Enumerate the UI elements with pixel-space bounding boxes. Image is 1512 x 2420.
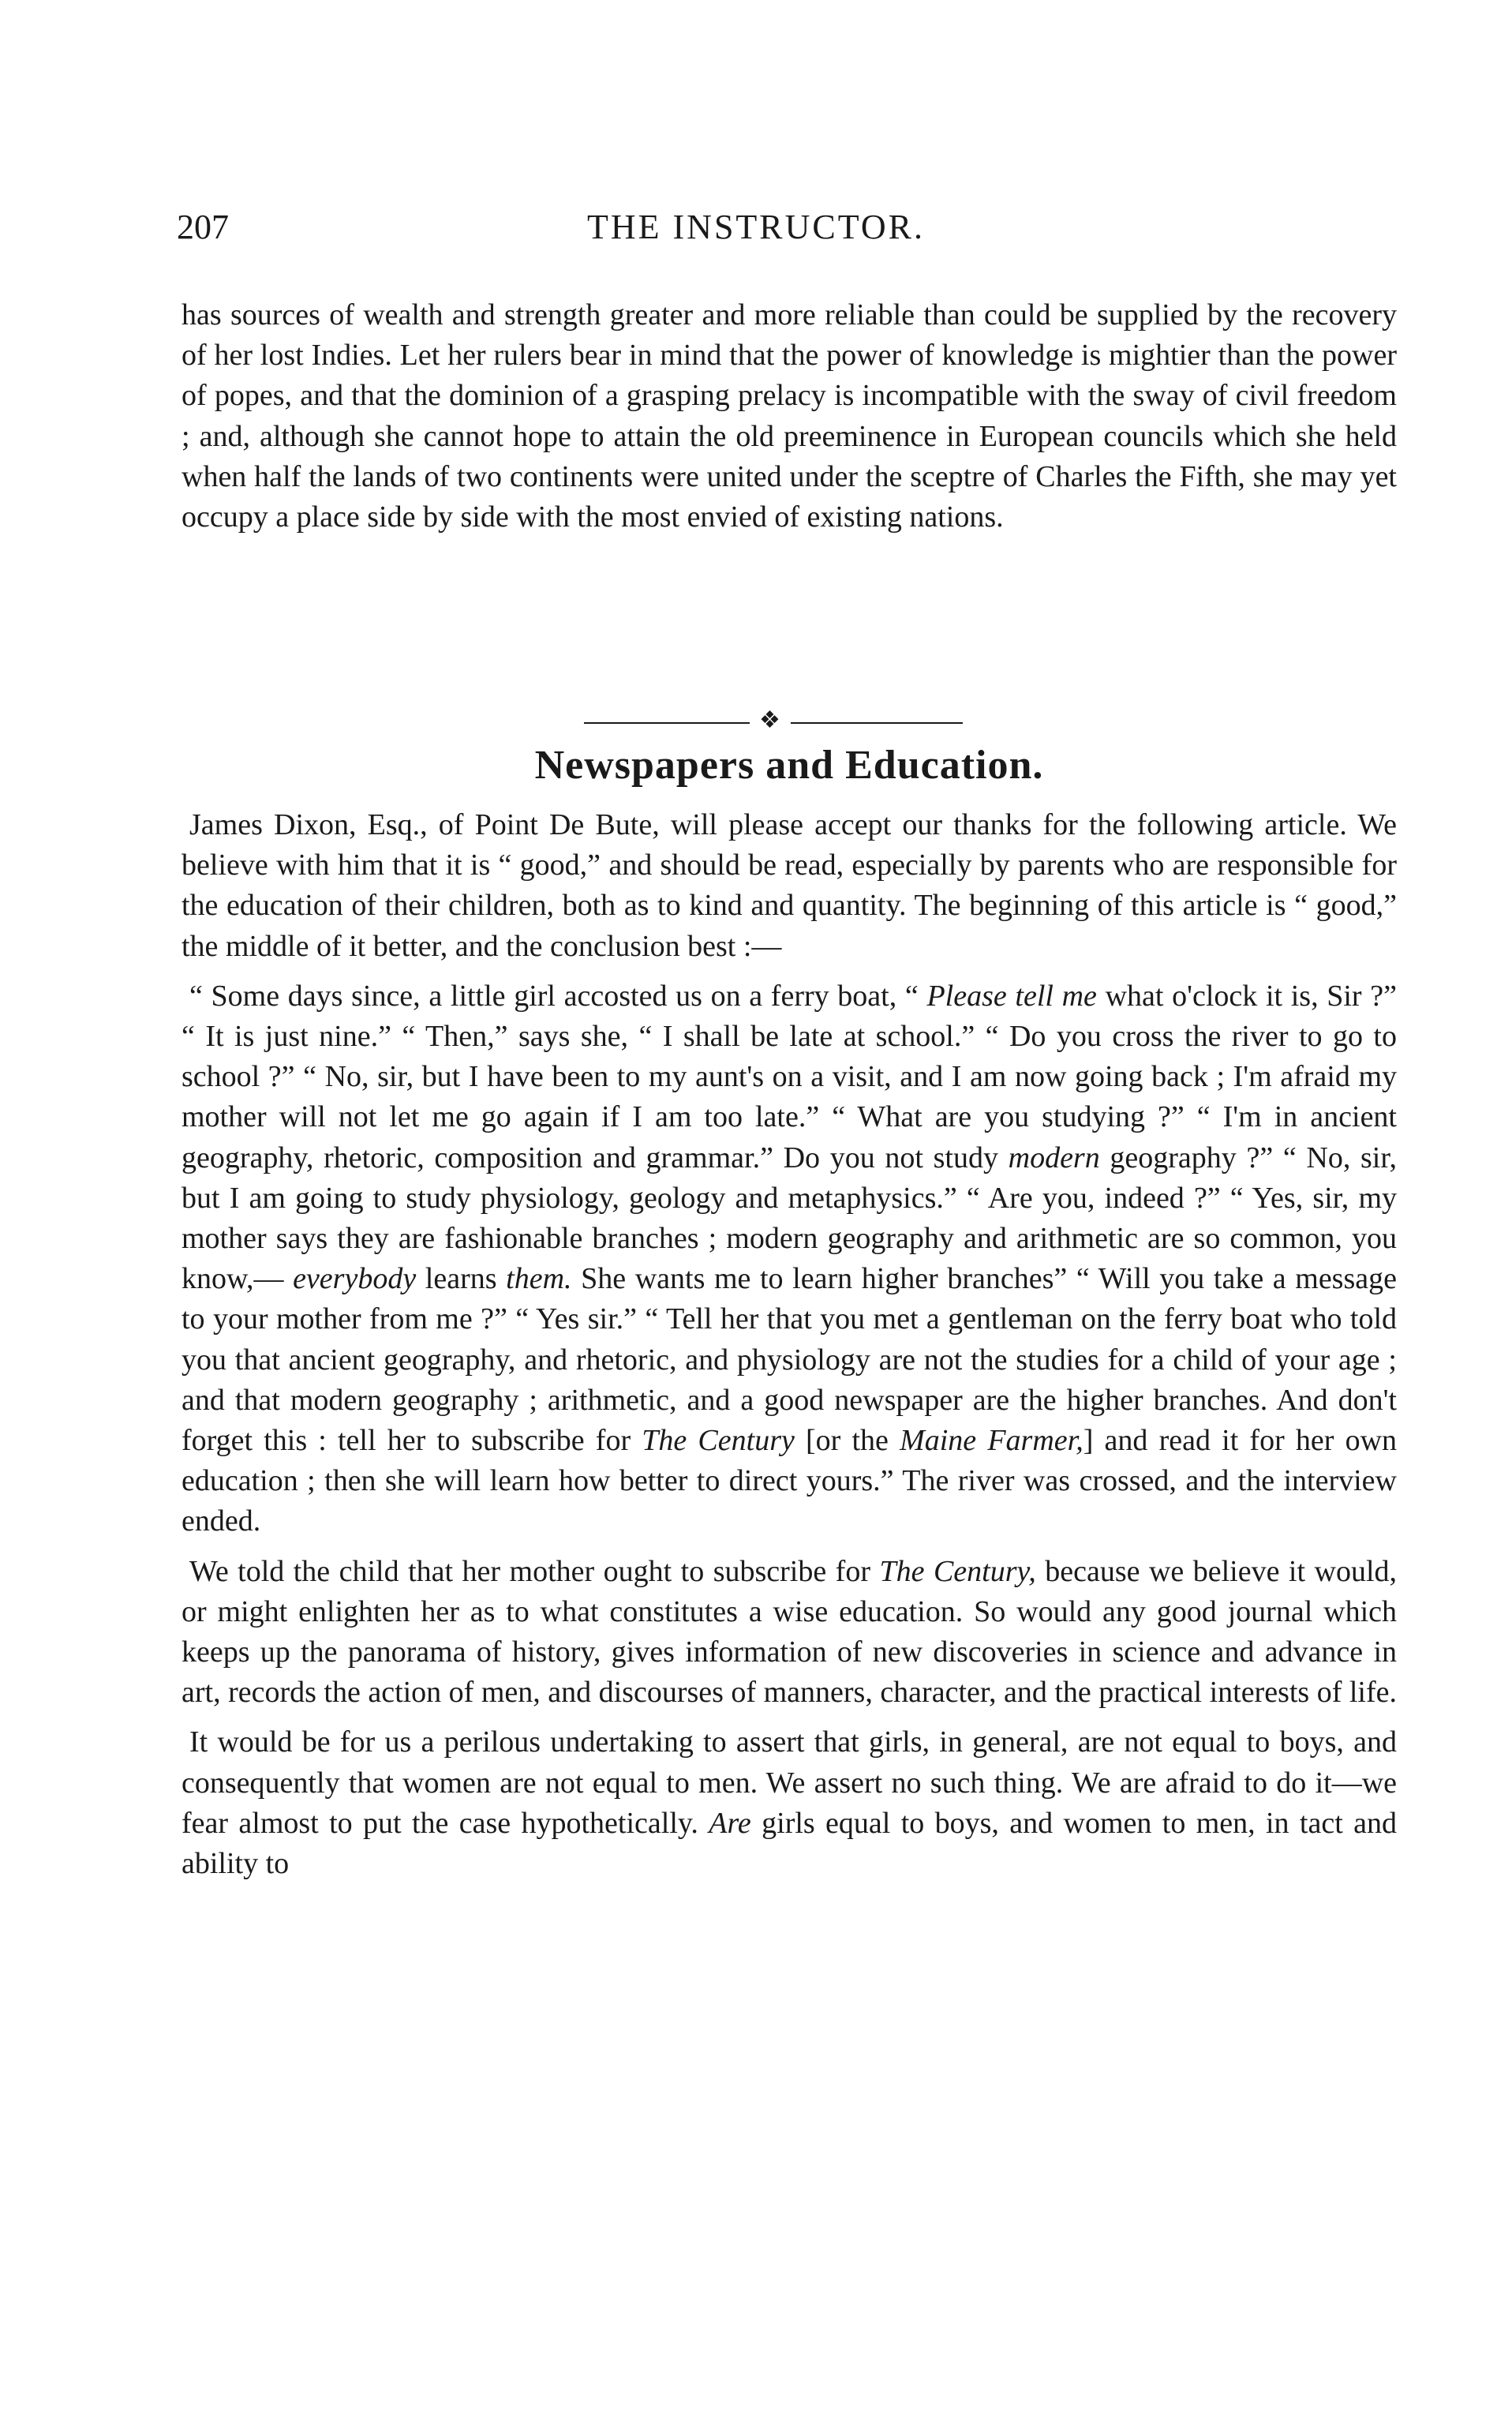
intro-section [182, 295, 1397, 538]
quote-part-1: “ Some days since, a little girl accosted us on a ferry boat, “ [189, 979, 927, 1013]
quote-italic-them: them. [506, 1262, 572, 1296]
article-title: Newspapers and Education. [534, 743, 1044, 788]
quote-part-6: [or the [794, 1424, 900, 1458]
p2-part-2: because we believe it would, or might enlighten her as to what constitutes a wise education. So would any good journal which keeps up the panorama of history, gives information of new discoveries in science and advance in art, records the action of men, and discourses of manners, character, and the practical interests of life. [182, 1554, 1398, 1710]
quote-italic-please-tell-me: Please tell me [926, 979, 1097, 1013]
p3-italic-are: Are [709, 1806, 751, 1840]
quote-italic-modern: modern [1008, 1141, 1100, 1174]
p3-part-1: It would be for us a perilous undertaking to assert that girls, in general, are not equal to boys, and consequently that women are not equal to men. We assert no such thing. We are afraid to do it—we fear almost to put the case hypothetically. [182, 1725, 1397, 1840]
quote-italic-maine-farmer: Maine Farmer, [900, 1424, 1083, 1458]
quote-part-3: geography ?” “ No, sir, but I am going to study physiology, geology and metaphysics.” “ Are you, indeed ?” “ Yes, sir, my mother says they are fashionable branches ; modern geography and arithmetic are so common, you know,— [182, 1141, 1397, 1296]
article-introduction: James Dixon, Esq., of Point De Bute, will please accept our thanks for the following article. We believe with him that it is “ good,” and should be read, especially by parents who are responsible for the education of their children, both as to kind and quantity. The beginning of this article is “ good,” the middle of it better, and the conclusion best :— [182, 808, 1397, 963]
journal-title: THE INSTRUCTOR. [587, 208, 925, 246]
paragraph-child-mother [182, 1552, 1397, 1714]
paragraph-girls-boys [182, 1722, 1397, 1884]
running-head [177, 207, 1335, 254]
section-divider [584, 707, 963, 733]
quote-italic-everybody: everybody [293, 1262, 417, 1296]
quote-part-2: what o'clock it is, Sir ?” “ It is just nine.” “ Then,” says she, “ I shall be late at school.” “ Do you cross the river to go to school ?” “ No, sir, but I have been to my aunt's on a visit, and I am now going back ; I'm afraid my mother will not let me go again if I am too late.” “ What are you studying ?” “ I'm in ancient geography, rhetoric, composition and grammar.” Do you not study [182, 979, 1397, 1174]
article-body [182, 805, 1397, 1884]
quote-italic-the-century: The Century [642, 1424, 795, 1458]
divider-line-right [791, 722, 963, 724]
p3-part-2: girls equal to boys, and women to men, in tact and ability to [182, 1806, 1397, 1881]
quoted-anecdote [182, 976, 1397, 1542]
intro-paragraph: has sources of wealth and strength greater and more reliable than could be supplied by the recovery of her lost Indies. Let her rulers bear in mind that the power of knowledge is mightier than the power of popes, and that the dominion of a grasping prelacy is incompatible with the sway of civil freedom ; and, although she cannot hope to attain the old preeminence in European councils which she held when half the lands of two continents were united under the sceptre of Charles the Fifth, she may yet occupy a place side by side with the most envied of existing nations. [182, 298, 1397, 534]
quote-part-7: ] and read it for her own education ; then she will learn how better to direct yours.” The river was crossed, and the interview ended. [182, 1424, 1398, 1538]
quote-part-5: She wants me to learn higher branches” “ Will you take a message to your mother from me ?” “ Yes sir.” “ Tell her that you met a gentleman on the ferry boat who told you that ancient geography, and rhetoric, and physiology are not the studies for a child of your age ; and that modern geography ; arithmetic, and a good newspaper are the higher branches. And don't forget this : tell her to subscribe for [182, 1262, 1397, 1458]
quote-part-4: learns [416, 1262, 507, 1296]
divider-line-left [584, 722, 750, 724]
p2-part-1: We told the child that her mother ought to subscribe for [189, 1554, 880, 1588]
p2-italic-the-century: The Century, [879, 1554, 1036, 1588]
page-number: 207 [177, 208, 229, 246]
divider-ornament: ❖ [759, 707, 780, 733]
